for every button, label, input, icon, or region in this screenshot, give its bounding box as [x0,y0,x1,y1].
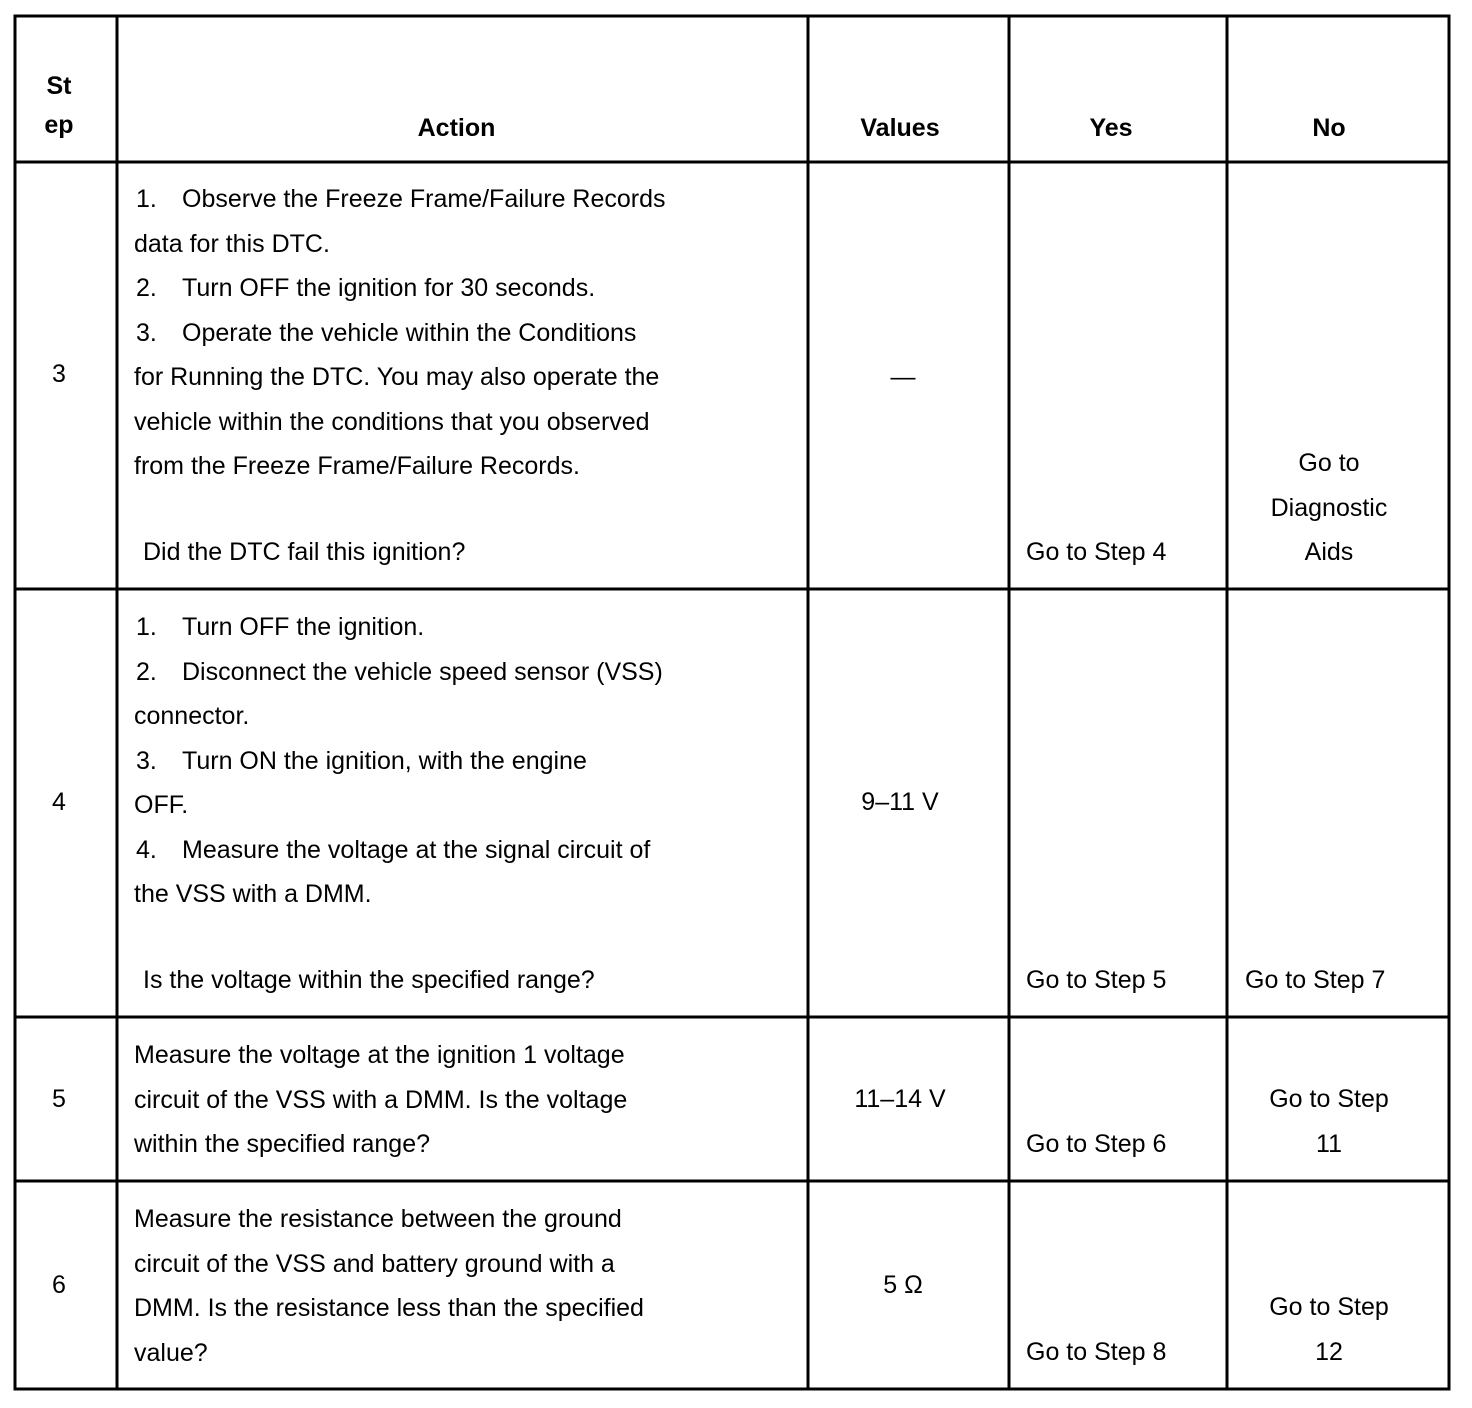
value-cell: 5 Ω [883,1271,923,1299]
action-line: 3. Operate the vehicle within the Conditions [136,318,637,347]
action-line: connector. [134,702,250,730]
step-number: 6 [52,1271,66,1299]
header-no: No [1312,114,1346,142]
value-cell: 9–11 V [861,788,939,816]
header-step-line1: St [46,72,72,100]
action-line: vehicle within the conditions that you observed [134,407,650,436]
action-text [134,1197,804,1375]
step-number: 5 [52,1085,66,1113]
no-cell [1229,1077,1429,1166]
action-line: within the specified range? [134,1130,431,1158]
action-line: value? [134,1338,208,1367]
action-line: 2. Turn OFF the ignition for 30 seconds. [136,274,596,302]
no-line: 12 [1315,1337,1343,1366]
action-line: the VSS with a DMM. [134,880,372,908]
header-values: Values [860,114,940,142]
no-line: Aids [1304,538,1354,566]
header-step-line2: ep [44,111,74,139]
no-line: Go to Step [1269,1085,1389,1113]
action-line: 2. Disconnect the vehicle speed sensor (VSS) [136,657,663,686]
action-line: for Running the DTC. You may also operate the [134,363,660,391]
action-line: 1. Observe the Freeze Frame/Failure Records [136,185,666,213]
no-cell: Go to Step 7 [1245,966,1386,994]
yes-cell: Go to Step 4 [1026,538,1167,566]
header-action: Action [417,114,496,142]
action-question: Did the DTC fail this ignition? [143,538,466,566]
action-text [134,177,804,489]
value-cell: — [890,363,916,391]
action-line: data for this DTC. [134,229,330,258]
value-cell: 11–14 V [854,1085,946,1113]
action-line: DMM. Is the resistance less than the specified [134,1294,644,1322]
action-line: 1. Turn OFF the ignition. [136,613,425,641]
yes-cell: Go to Step 8 [1026,1338,1167,1366]
action-line: Measure the voltage at the ignition 1 voltage [134,1041,625,1069]
yes-cell: Go to Step 5 [1026,966,1167,994]
yes-cell: Go to Step 6 [1026,1130,1167,1158]
header-yes: Yes [1089,114,1133,142]
action-line: OFF. [134,791,189,819]
no-cell [1229,441,1429,575]
step-number: 4 [52,788,66,816]
no-line: 11 [1316,1129,1342,1158]
action-text [134,1033,804,1167]
action-question: Is the voltage within the specified range? [143,966,595,994]
no-line: Go to [1298,449,1360,477]
no-line: Diagnostic [1270,493,1388,522]
no-cell [1229,1285,1429,1374]
action-line: Measure the resistance between the ground [134,1205,622,1233]
step-number: 3 [52,360,66,388]
action-line: circuit of the VSS with a DMM. Is the voltage [134,1085,628,1114]
action-line: 3. Turn ON the ignition, with the engine [136,746,587,775]
header-step [17,67,101,145]
action-line: circuit of the VSS and battery ground with a [134,1249,615,1278]
action-line: from the Freeze Frame/Failure Records. [134,452,580,480]
no-line: Go to Step [1269,1293,1389,1321]
action-text [134,605,804,917]
action-line: 4. Measure the voltage at the signal circuit of [136,835,651,864]
